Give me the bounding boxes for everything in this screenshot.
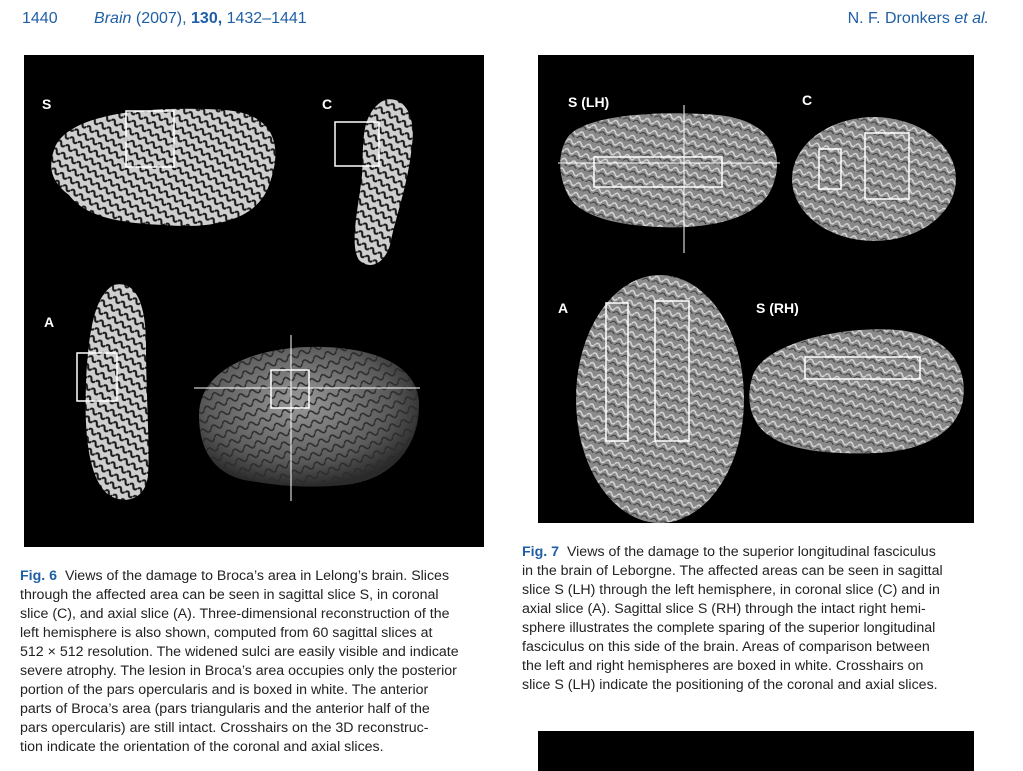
fig6-coronal-slice	[335, 99, 413, 265]
fig7-caption-line: Fig. 7 Views of the damage to the superior longitudinal fasciculus	[522, 544, 936, 560]
page-number: 1440	[22, 10, 58, 27]
running-header-right	[848, 10, 989, 28]
fig7-caption-line: in the brain of Leborgne. The affected areas can be seen in sagittal	[522, 563, 943, 579]
journal-year: (2007),	[135, 10, 187, 27]
fig6-caption	[20, 567, 490, 757]
fig7-caption-line: slice S (LH) indicate the positioning of the coronal and axial slices.	[522, 677, 938, 693]
fig6-caption-line: tion indicate the orientation of the coronal and axial slices.	[20, 739, 384, 755]
fig7-axial-slice	[576, 275, 744, 523]
fig6-axial-slice	[77, 284, 149, 500]
fig7-caption-number: Fig. 7	[522, 544, 560, 560]
fig6-caption-line: pars opercularis) are still intact. Crosshairs on the 3D reconstruc-	[20, 720, 429, 736]
fig6-panel-label-s: S	[42, 96, 52, 112]
fig7-caption	[522, 543, 992, 695]
fig6-caption-number: Fig. 6	[20, 568, 58, 584]
fig6-caption-line: 512 × 512 resolution. The widened sulci are easily visible and indicate	[20, 644, 459, 660]
fig6-panel-label-a: A	[44, 314, 55, 330]
figure-7-image	[538, 55, 974, 523]
fig7-panel-label-s-rh: S (RH)	[756, 300, 799, 316]
fig7-panel-label-a: A	[558, 300, 569, 316]
fig6-caption-line: through the affected area can be seen in sagittal slice S, in coronal	[20, 587, 439, 603]
fig6-3d-reconstruction	[194, 335, 420, 501]
fig7-caption-line: the left and right hemispheres are boxed in white. Crosshairs on	[522, 658, 924, 674]
fig7-caption-line: sphere illustrates the complete sparing of the superior longitudinal	[522, 620, 936, 636]
fig7-coronal-slice	[792, 117, 956, 241]
journal-pages: 1432–1441	[226, 10, 307, 27]
figure-6-image	[24, 55, 484, 547]
running-header-left	[22, 10, 307, 28]
fig6-caption-line: portion of the pars opercularis and is boxed in white. The anterior	[20, 682, 429, 698]
fig6-caption-line: slice (C), and axial slice (A). Three-dimensional reconstruction of the	[20, 606, 450, 622]
fig7-caption-line: axial slice (A). Sagittal slice S (RH) through the intact right hemi-	[522, 601, 926, 617]
figure-8-image-partial	[538, 731, 974, 771]
fig6-caption-line: left hemisphere is also shown, computed from 60 sagittal slices at	[20, 625, 433, 641]
fig6-caption-line: severe atrophy. The lesion in Broca’s area occupies only the posterior	[20, 663, 457, 679]
journal-volume: 130,	[191, 10, 223, 27]
fig6-caption-line: Fig. 6 Views of the damage to Broca’s area in Lelong’s brain. Slices	[20, 568, 450, 584]
author-names: N. F. Dronkers	[847, 10, 950, 27]
fig6-caption-line: parts of Broca’s area (pars triangularis and the anterior half of the	[20, 701, 430, 717]
fig7-sagittal-rh-slice	[749, 329, 963, 453]
fig7-sagittal-lh-slice	[558, 105, 780, 253]
journal-name: Brain	[94, 10, 132, 27]
fig6-panel-label-c: C	[322, 96, 333, 112]
author-etal: et al.	[954, 10, 989, 27]
fig6-sagittal-slice	[51, 109, 275, 226]
fig7-panel-label-c: C	[802, 92, 813, 108]
fig7-panel-label-s-lh: S (LH)	[568, 94, 610, 110]
fig7-caption-line: slice S (LH) through the left hemisphere, in coronal slice (C) and in	[522, 582, 940, 598]
fig7-caption-line: fasciculus on this side of the brain. Areas of comparison between	[522, 639, 930, 655]
